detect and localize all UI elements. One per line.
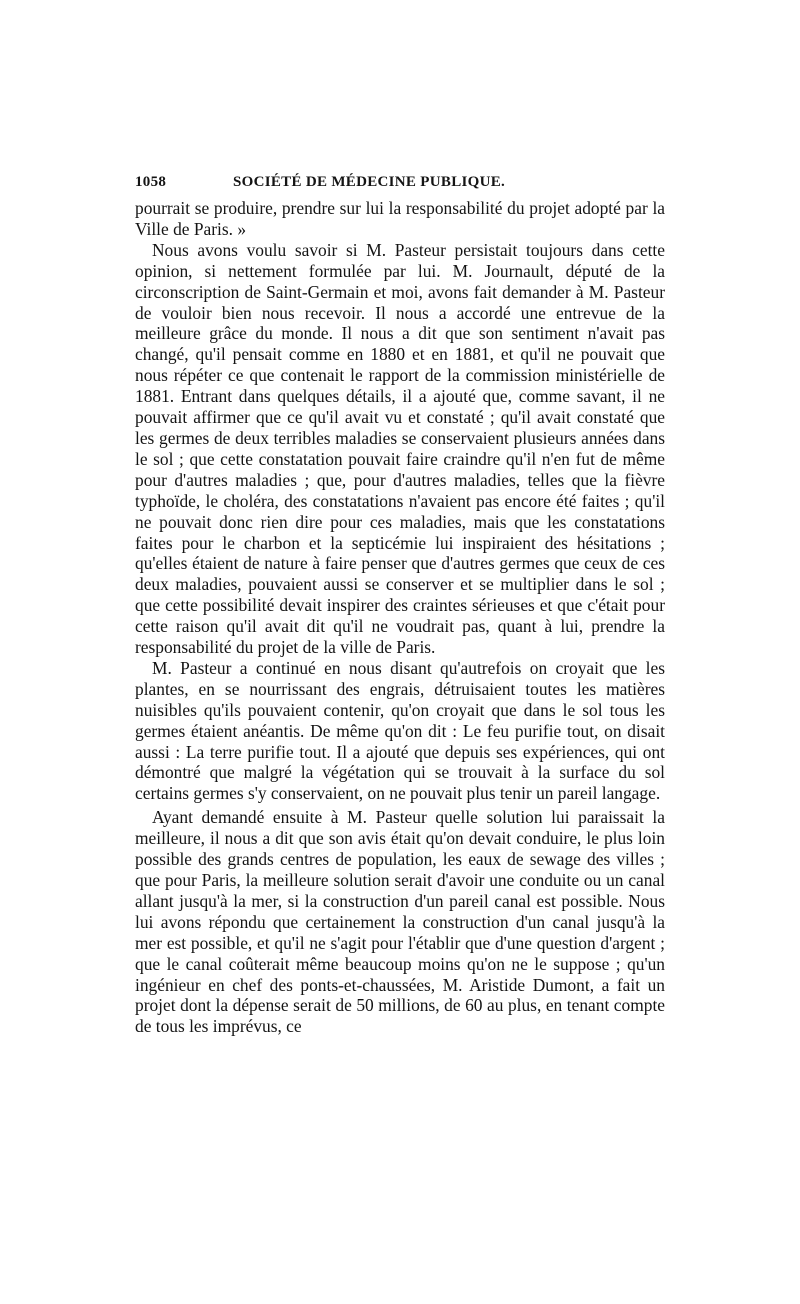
paragraph-continuation: pourrait se produire, prendre sur lui la responsabilité du projet adopté par la Ville de Paris. » bbox=[135, 198, 665, 239]
paragraph-solution-canal: Ayant demandé ensuite à M. Pasteur quelle solution lui paraissait la meilleure, il nous a dit que son avis était qu'on devait conduire, le plus loin possible des grands centres de population, les eaux de sewage des villes ; que pour Paris, la meilleure solution serait d'avoir une conduite ou un canal allant jusqu'à la mer, si la construction d'un pareil canal est possible. Nous lui avons répondu que certainement la construction d'un canal jusqu'à la mer est possible, et qu'il ne s'agit pour l'établir que d'une question d'argent ; que le canal coûterait même beaucoup moins qu'on ne le suppose ; qu'un ingénieur en chef des ponts-et-chaussées, M. Aristide Dumont, a fait un projet dont la dépense serait de 50 millions, de 60 au plus, en tenant compte de tous les imprévus, ce bbox=[135, 807, 665, 1037]
page-number: 1058 bbox=[135, 174, 167, 190]
running-title: SOCIÉTÉ DE MÉDECINE PUBLIQUE. bbox=[233, 174, 506, 190]
book-page bbox=[135, 174, 665, 1037]
running-head bbox=[135, 174, 665, 198]
body-text bbox=[135, 198, 665, 1037]
paragraph-plants-germs: M. Pasteur a continué en nous disant qu'autrefois on croyait que les plantes, en se nourrissant des engrais, détruisaient toutes les matières nuisibles qu'ils pouvaient contenir, qu'on croyait que dans le sol tous les germes étaient anéantis. De même qu'on dit : Le feu purifie tout, on disait aussi : La terre purifie tout. Il a ajouté que depuis ses expériences, qui ont démontré que malgré la végétation qui se trouvait à la surface du sol certains germes s'y conservaient, on ne pouvait plus tenir un pareil langage. bbox=[135, 657, 665, 804]
paragraph-pasteur-opinion: Nous avons voulu savoir si M. Pasteur persistait toujours dans cette opinion, si nettement formulée par lui. M. Journault, député de la circonscription de Saint-Germain et moi, avons fait demander à M. Pasteur de vouloir bien nous recevoir. Il nous a accordé une entrevue de la meilleure grâce du monde. Il nous a dit que son sentiment n'avait pas changé, qu'il pensait comme en 1880 et en 1881, et qu'il ne pouvait que nous répéter ce que contenait le rapport de la commission ministérielle de 1881. Entrant dans quelques détails, il a ajouté que, comme savant, il ne pouvait affirmer que ce qu'il avait vu et constaté ; qu'il avait constaté que les germes de deux terribles maladies se conservaient plusieurs années dans le sol ; que cette constatation pouvait faire craindre qu'il n'en fut de même pour d'autres maladies ; que, pour d'autres maladies, telles que la fièvre typhoïde, le choléra, des constatations n'avaient pas encore été faites ; qu'il ne pouvait donc rien dire pour ces maladies, mais que les constatations faites pour le charbon et la septicémie lui inspiraient des hésitations ; qu'elles étaient de nature à faire penser que d'autres germes que ceux de ces deux maladies, pouvaient aussi se conserver et se multiplier dans le sol ; que cette possibilité devait inspirer des craintes sérieuses et que c'était pour cette raison qu'il avait dit qu'il ne voudrait pas, quant à lui, prendre la responsabilité du projet de la ville de Paris. bbox=[135, 239, 665, 658]
